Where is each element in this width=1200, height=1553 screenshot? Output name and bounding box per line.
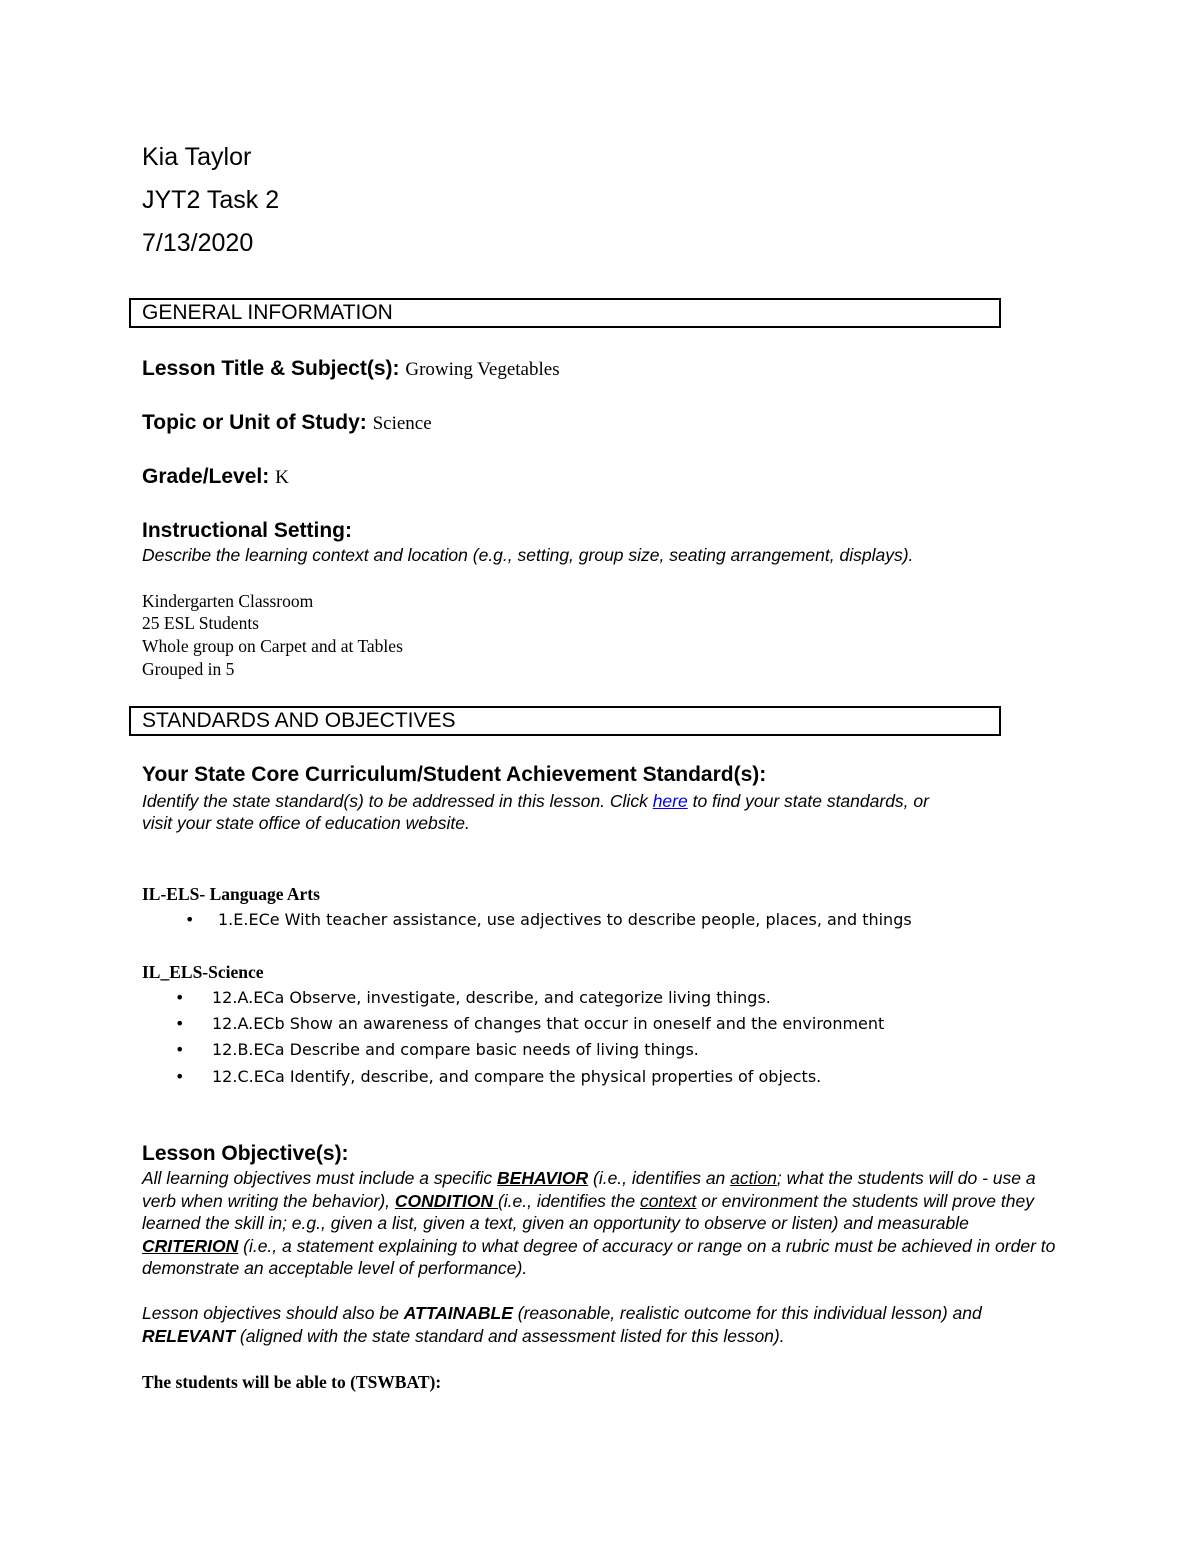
state-standards-link[interactable]: here (652, 791, 688, 811)
paragraph-text: Lesson objectives should also be (142, 1303, 404, 1323)
condition-term: CONDITION (394, 1190, 498, 1211)
lesson-title-value: Growing Vegetables (405, 359, 560, 380)
standard-list-item (185, 910, 912, 929)
topic-value: Science (372, 413, 432, 434)
standard-text: 12.A.ECa Observe, investigate, describe, and categorize living things. (212, 988, 771, 1007)
setting-line: Whole group on Carpet and at Tables (142, 636, 403, 656)
behavior-term: BEHAVIOR (497, 1168, 589, 1188)
paragraph-text: (reasonable, realistic outcome for this individual lesson) and (512, 1303, 982, 1323)
objectives-attainable-paragraph (142, 1302, 1062, 1347)
standard-list-item (175, 988, 771, 1007)
topic-field (142, 411, 432, 435)
setting-line: 25 ESL Students (142, 613, 259, 633)
setting-line: Grouped in 5 (142, 659, 235, 679)
grade-value: K (275, 467, 289, 488)
action-term: action (730, 1168, 777, 1188)
standards-instructions-text: Identify the state standard(s) to be addressed in this lesson. Click (142, 791, 653, 811)
state-standards-heading: Your State Core Curriculum/Student Achievement Standard(s): (142, 763, 767, 786)
lesson-objectives-heading: Lesson Objective(s): (142, 1142, 349, 1165)
paragraph-text: ; what the students will do - use a verb when writing the behavior), (142, 1168, 1036, 1211)
standards-instructions (142, 791, 929, 812)
section-title: STANDARDS AND OBJECTIVES (142, 709, 456, 732)
grade-label: Grade/Level: (142, 465, 270, 488)
tswbat-heading: The students will be able to (TSWBAT): (142, 1372, 442, 1392)
paragraph-text: (i.e., a statement explaining to what degree of accuracy or range on a rubric must be achieved in order to demonstrate an acceptable level of performance). (142, 1235, 1056, 1278)
grade-field (142, 465, 289, 489)
standards-instructions-text: to find your state standards, or (687, 791, 929, 811)
instructional-setting-instructions: Describe the learning context and location (e.g., setting, group size, seating arrangement, displays). (142, 545, 914, 565)
relevant-term: RELEVANT (142, 1325, 236, 1346)
instructional-setting-heading: Instructional Setting: (142, 519, 352, 542)
section-title: GENERAL INFORMATION (142, 301, 393, 324)
paragraph-text: or environment the students will prove they learned the skill in; e.g., given a list, given a text, given an opportunity to observe or listen) and measurable (142, 1190, 1034, 1233)
attainable-term: ATTAINABLE (403, 1303, 513, 1323)
task-title: JYT2 Task 2 (142, 186, 280, 214)
topic-label: Topic or Unit of Study: (142, 411, 367, 434)
lesson-title-label: Lesson Title & Subject(s): (142, 357, 400, 380)
standard-text: 12.A.ECb Show an awareness of changes that occur in oneself and the environment (212, 1014, 885, 1033)
bullet-icon: • (175, 1014, 185, 1033)
bullet-icon: • (175, 1067, 185, 1086)
bullet-icon: • (175, 988, 185, 1007)
standard-text: 12.B.ECa Describe and compare basic needs of living things. (212, 1040, 699, 1059)
criterion-term: CRITERION (142, 1235, 239, 1256)
lesson-title-field (142, 357, 560, 381)
bullet-icon: • (175, 1040, 185, 1059)
general-information-section-header (129, 298, 1001, 328)
standard-text: 12.C.ECa Identify, describe, and compare the physical properties of objects. (212, 1067, 822, 1086)
standard-list-item (175, 1040, 699, 1059)
bullet-icon: • (185, 910, 195, 929)
standard-text: 1.E.ECe With teacher assistance, use adjectives to describe people, places, and things (218, 910, 912, 929)
document-date: 7/13/2020 (142, 229, 254, 257)
author-name: Kia Taylor (142, 143, 252, 171)
paragraph-text: (i.e., identifies the (497, 1190, 640, 1211)
objectives-instructions-paragraph (142, 1167, 1062, 1280)
standard-group-title: IL_ELS-Science (142, 962, 264, 982)
paragraph-text: (i.e., identifies an (588, 1168, 731, 1188)
paragraph-text: (aligned with the state standard and assessment listed for this lesson). (235, 1325, 785, 1346)
standard-list-item (175, 1067, 822, 1086)
standard-group-title: IL-ELS- Language Arts (142, 884, 320, 904)
setting-line: Kindergarten Classroom (142, 591, 314, 611)
paragraph-text: All learning objectives must include a specific (142, 1168, 498, 1188)
standards-section-header (129, 706, 1001, 736)
standard-list-item (175, 1014, 885, 1033)
standards-instructions-line2: visit your state office of education website. (142, 813, 470, 833)
context-term: context (640, 1190, 697, 1211)
